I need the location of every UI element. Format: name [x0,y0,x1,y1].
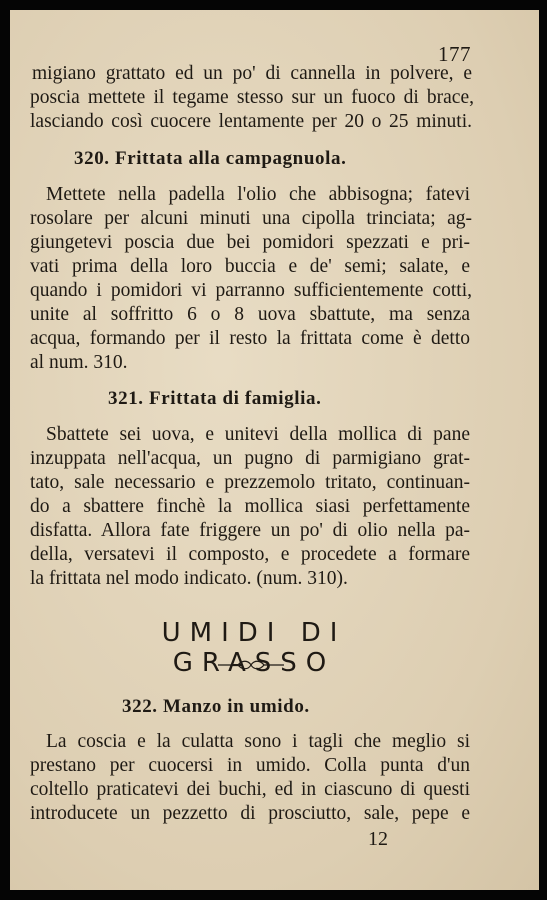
ornament-divider [218,658,284,672]
signature-mark: 12 [368,828,388,850]
text-line: introducete un pezzetto di prosciutto, sale, pepe e [30,803,470,824]
text-line: lasciando così cuocere lentamente per 20 o 25 minuti. [30,111,472,132]
text-line: vati prima della loro buccia e de' semi; salate, e [30,256,470,277]
text-line: prestano per cuocersi in umido. Colla punta d'un [30,755,470,776]
text-line: tato, sale necessario e prezzemolo tritato, continuan- [30,472,470,493]
text-line: do a sbattere finchè la mollica siasi perfettamente [30,496,470,517]
text-line: disfatta. Allora fate friggere un po' di olio nella pa- [30,520,470,541]
text-line: della, versatevi il composto, e procedete a formare [30,544,470,565]
text-line: giungetevi poscia due bei pomidori spezzati e pri- [30,232,470,253]
recipe-heading-320: 320. Frittata alla campagnuola. [74,148,347,169]
text-line: poscia mettete il tegame stesso sur un fuoco di brace, [30,87,474,108]
page-number: 177 [438,42,471,66]
text-line: inzuppata nell'acqua, un pugno di parmigiano grat- [30,448,470,469]
text-line: al num. 310. [30,352,128,373]
text-line: Sbattete sei uova, e unitevi della mollica di pane [46,424,470,445]
text-line: migiano grattato ed un po' di cannella in polvere, e [32,63,472,84]
text-line: acqua, formando per il resto la frittata come è detto [30,328,470,349]
text-line: rosolare per alcuni minuti una cipolla trinciata; ag- [30,208,472,229]
text-line: quando i pomidori vi parranno sufficientemente cotti, [30,280,472,301]
recipe-heading-322: 322. Manzo in umido. [122,696,310,717]
text-line: La coscia e la culatta sono i tagli che meglio si [46,731,470,752]
text-line: la frittata nel modo indicato. (num. 310). [30,568,348,589]
book-page [10,10,539,890]
text-line: coltello praticatevi dei buchi, ed in ciascuno di questi [30,779,470,800]
text-line: Mettete nella padella l'olio che abbisogna; fatevi [46,184,470,205]
section-title: UMIDI DI GRASSO [161,618,347,678]
text-line: unite al soffritto 6 o 8 uova sbattute, ma senza [30,304,470,325]
recipe-heading-321: 321. Frittata di famiglia. [108,388,322,409]
